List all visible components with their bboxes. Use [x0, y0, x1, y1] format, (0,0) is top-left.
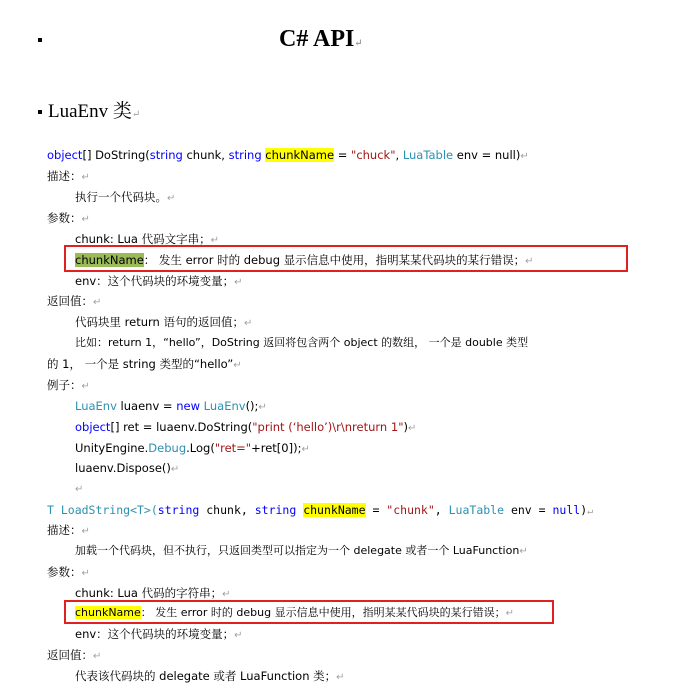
- section-bullet: [38, 110, 42, 114]
- dostring-return-label: [47, 293, 101, 311]
- paragraph-mark-icon: ↵: [75, 484, 84, 495]
- paragraph-mark-icon: ↵: [525, 256, 534, 267]
- loadstring-param-chunkname: [75, 605, 514, 622]
- dostring-params-label: [47, 210, 90, 228]
- code-line-3: [75, 440, 310, 458]
- paragraph-mark-icon: ↵: [336, 672, 345, 683]
- code-line-4: [75, 460, 179, 478]
- body-text: ： 发生 error 时的 debug 显示信息中使用，指明某某代码块的某行错误；: [143, 253, 526, 267]
- paragraph-mark-icon: ↵: [81, 568, 90, 579]
- label-text: 返回值：: [47, 294, 93, 308]
- paragraph-mark-icon: ↵: [170, 464, 180, 475]
- paragraph-mark-icon: ↵: [234, 277, 243, 288]
- body-text: 代码块里 return 语句的返回值；: [75, 315, 244, 329]
- sig-token: string: [149, 148, 183, 162]
- code-token: LuaEnv: [203, 399, 246, 413]
- paragraph-mark-icon: ↵: [131, 109, 141, 120]
- code-token: UnityEngine.: [75, 441, 149, 455]
- loadstring-desc: [75, 543, 528, 560]
- label-text: 描述：: [47, 169, 82, 183]
- dostring-return-example-1: [75, 335, 528, 351]
- body-text: chunk: Lua 代码的字符串；: [75, 586, 223, 600]
- paragraph-mark-icon: ↵: [519, 546, 528, 557]
- loadstring-return-label: [47, 647, 101, 665]
- sig-token: "chuck": [351, 148, 396, 162]
- sig-token: string: [254, 503, 297, 517]
- page-title: [279, 26, 363, 53]
- title-bullet: [38, 38, 42, 42]
- code-token: LuaEnv: [75, 399, 117, 413]
- paragraph-mark-icon: ↵: [93, 651, 102, 662]
- code-token: object: [75, 420, 111, 434]
- sig-token: chunk,: [182, 148, 229, 162]
- code-token: .Log(: [186, 441, 215, 455]
- label-text: 描述：: [47, 523, 82, 537]
- loadstring-desc-label: [47, 522, 90, 540]
- sig-token: LuaTable: [402, 148, 454, 162]
- sig-token: =: [334, 148, 352, 162]
- sig-token: ): [580, 503, 588, 517]
- sig-chunkname-highlight: chunkName: [265, 148, 335, 162]
- body-text: ： 发生 error 时的 debug 显示信息中使用，指明某某代码块的某行错误；: [140, 606, 506, 619]
- paragraph-mark-icon: ↵: [243, 318, 253, 329]
- code-token: new: [176, 399, 200, 413]
- dostring-param-chunkname: [75, 252, 534, 270]
- sig-chunkname-highlight: chunkName: [303, 503, 366, 517]
- sig-token: string: [157, 503, 200, 517]
- loadstring-signature: [47, 502, 593, 520]
- body-text: env：这个代码块的环境变量；: [75, 627, 235, 641]
- code-token: "print (‘hello’)\r\nreturn 1": [252, 420, 404, 434]
- paragraph-mark-icon: ↵: [301, 444, 310, 455]
- sig-token: null: [552, 503, 581, 517]
- paragraph-mark-icon: ↵: [81, 381, 90, 392]
- paragraph-mark-icon: ↵: [81, 214, 90, 225]
- loadstring-params-label: [47, 564, 90, 582]
- loadstring-param-env: [75, 626, 243, 644]
- label-text: 返回值：: [47, 648, 93, 662]
- code-line-1: [75, 398, 267, 416]
- body-text: chunk: Lua 代码文字串；: [75, 232, 211, 246]
- chunkname-highlight: chunkName: [75, 253, 144, 267]
- sig-token: ,: [395, 148, 403, 162]
- paragraph-mark-icon: ↵: [210, 235, 219, 246]
- code-token: ();: [245, 399, 259, 413]
- sig-token: =: [365, 503, 387, 517]
- dostring-desc: [75, 189, 175, 207]
- sig-token: "chunk": [386, 503, 435, 517]
- label-text: 参数：: [47, 565, 82, 579]
- sig-token: [] DoString(: [82, 148, 150, 162]
- dostring-return-desc: [75, 314, 252, 332]
- section-heading-text: LuaEnv 类: [48, 101, 132, 122]
- body-text: 比如：return 1，“hello”，DoString 返回将包含两个 object 的数组， 一个是 double 类型: [75, 336, 529, 349]
- paragraph-mark-icon: ↵: [407, 423, 417, 434]
- paragraph-mark-icon: ↵: [222, 589, 231, 600]
- sig-token: T LoadString<T>(: [47, 503, 158, 517]
- dostring-param-env: [75, 273, 243, 291]
- sig-token: ,: [434, 503, 449, 517]
- sig-token: chunk,: [199, 503, 255, 517]
- paragraph-mark-icon: ↵: [354, 38, 363, 49]
- loadstring-return-desc: [75, 668, 345, 686]
- label-text: 参数：: [47, 211, 82, 225]
- body-text: 代表该代码块的 delegate 或者 LuaFunction 类；: [75, 669, 337, 683]
- paragraph-mark-icon: ↵: [234, 630, 243, 641]
- dostring-desc-label: [47, 168, 90, 186]
- code-token: +ret[0]);: [251, 441, 302, 455]
- sig-token: string: [228, 148, 262, 162]
- dostring-return-example-2: [47, 356, 242, 374]
- section-heading: [48, 96, 140, 123]
- chunkname-highlight: chunkName: [75, 606, 141, 619]
- paragraph-mark-icon: ↵: [233, 360, 242, 371]
- body-text: env：这个代码块的环境变量；: [75, 274, 235, 288]
- paragraph-mark-icon: ↵: [505, 608, 514, 619]
- code-token: ): [403, 420, 408, 434]
- code-token: luaenv =: [116, 399, 177, 413]
- paragraph-mark-icon: ↵: [520, 151, 529, 162]
- paragraph-mark-icon: ↵: [258, 402, 267, 413]
- code-token: luaenv.Dispose(): [75, 461, 171, 475]
- paragraph-mark-icon: ↵: [81, 172, 90, 183]
- code-token: Debug: [148, 441, 187, 455]
- code-token: [] ret = luaenv.DoString(: [110, 420, 253, 434]
- body-text: 的 1， 一个是 string 类型的“hello”: [47, 357, 234, 371]
- paragraph-mark-icon: ↵: [93, 297, 102, 308]
- code-token: "ret=": [214, 441, 252, 455]
- sig-token: LuaTable: [448, 503, 505, 517]
- body-text: 加载一个代码块，但不执行，只返回类型可以指定为一个 delegate 或者一个 LuaFunction: [75, 544, 520, 557]
- sig-token: env =: [504, 503, 553, 517]
- page-title-text: C# API: [279, 26, 355, 52]
- sig-token: env = null): [453, 148, 521, 162]
- dostring-example-label: [47, 377, 90, 395]
- code-line-empty: [75, 480, 83, 498]
- code-line-2: [75, 419, 416, 437]
- paragraph-mark-icon: ↵: [587, 506, 594, 517]
- paragraph-mark-icon: ↵: [167, 193, 176, 204]
- label-text: 例子：: [47, 378, 82, 392]
- paragraph-mark-icon: ↵: [81, 526, 90, 537]
- dostring-signature: [47, 147, 529, 165]
- sig-token: object: [47, 148, 83, 162]
- body-text: 执行一个代码块。: [75, 190, 167, 204]
